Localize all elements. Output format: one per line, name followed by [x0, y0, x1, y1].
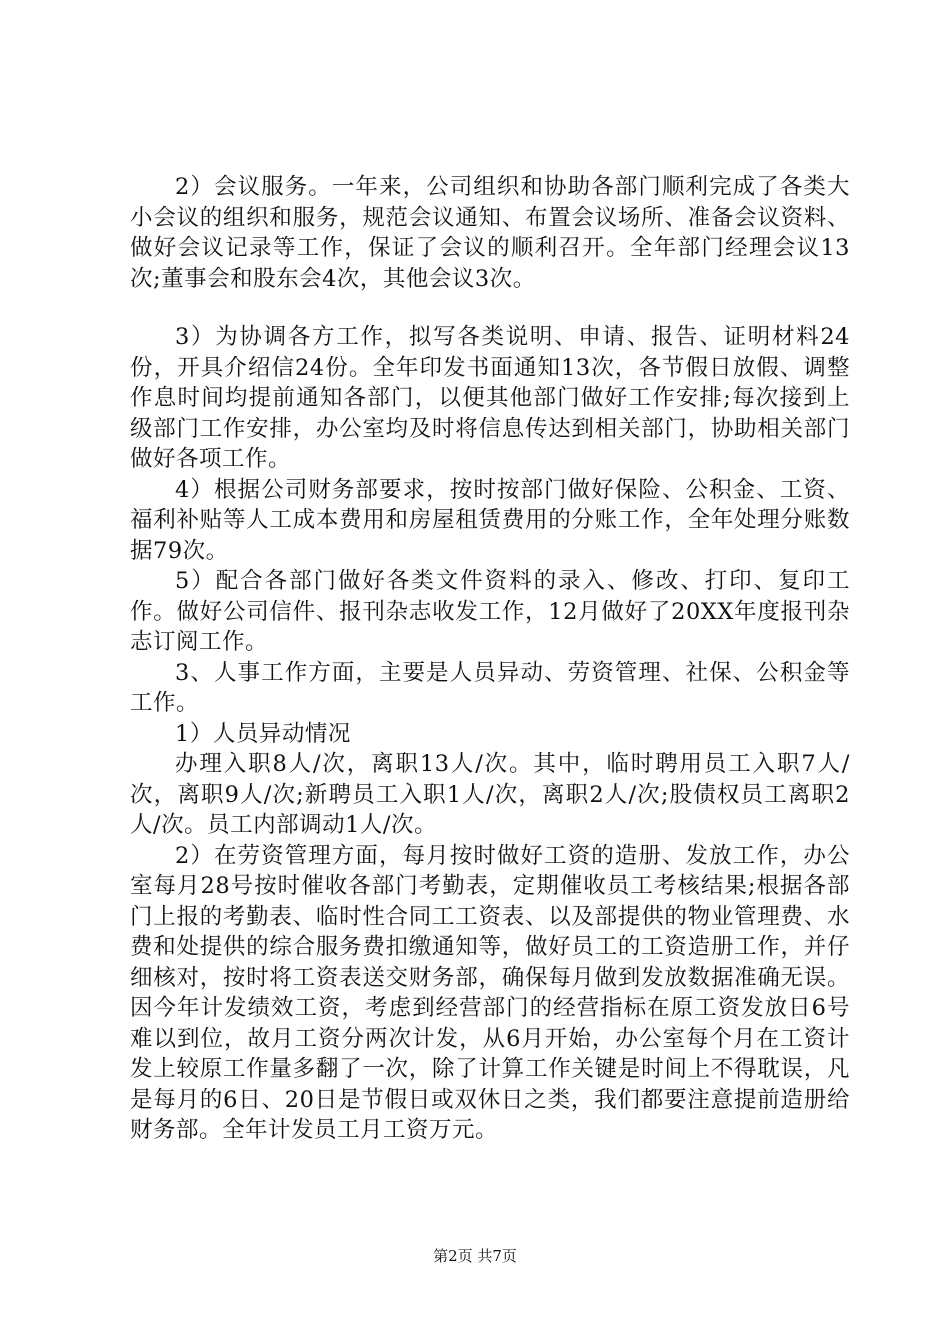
paragraph-coordination: 3）为协调各方工作，拟写各类说明、申请、报告、证明材料24份，开具介绍信24份。全年印发书面通知13次，各节假日放假、调整作息时间均提前通知各部门，以便其他部门做好工作安排;每次接到上级部门工作安排，办公室均及时将信息传达到相关部门，协助相关部门做好各项工作。	[130, 324, 850, 472]
paragraph-personnel-changes-heading: 1）人员异动情况	[175, 720, 351, 747]
paragraph-documents: 5）配合各部门做好各类文件资料的录入、修改、打印、复印工作。做好公司信件、报刊杂志收发工作，12月做好了20XX年度报刊杂志订阅工作。	[130, 568, 850, 655]
paragraph-gap	[130, 294, 850, 322]
paragraph-hr-overview: 3、人事工作方面，主要是人员异动、劳资管理、社保、公积金等工作。	[130, 659, 850, 716]
paragraph-personnel-changes: 办理入职8人/次，离职13人/次。其中，临时聘用员工入职7人/次，离职9人/次;新聘员工入职1人/次，离职2人/次;股债权员工离职2人/次。员工内部调动1人/次。	[130, 751, 850, 838]
paragraph-finance-accounts: 4）根据公司财务部要求，按时按部门做好保险、公积金、工资、福利补贴等人工成本费用和房屋租赁费用的分账工作，全年处理分账数据79次。	[130, 476, 850, 564]
paragraph-payroll-management: 2）在劳资管理方面，每月按时做好工资的造册、发放工作，办公室每月28号按时催收各部门考勤表，定期催收员工考核结果;根据各部门上报的考勤表、临时性合同工工资表、以及部提供的物业管理费、水费和处提供的综合服务费扣缴通知等，做好员工的工资造册工作，并仔细核对，按时将工资表送交财务部，确保每月做到发放数据准确无误。因今年计发绩效工资，考虑到经营部门的经营指标在原工资发放日6号难以到位，故月工资分两次计发，从6月开始，办公室每个月在工资计发上较原工作量多翻了一次，除了计算工作关键是时间上不得耽误，凡是每月的6日、20日是节假日或双休日之类，我们都要注意提前造册给财务部。全年计发员工月工资万元。	[130, 842, 850, 1143]
paragraph-meeting-service: 2）会议服务。一年来，公司组织和协助各部门顺利完成了各类大小会议的组织和服务，规范会议通知、布置会议场所、准备会议资料、做好会议记录等工作，保证了会议的顺利召开。全年部门经理会议13次;董事会和股东会4次，其他会议3次。	[130, 174, 850, 292]
page-footer: 第2页 共7页	[433, 1247, 517, 1265]
document-body	[130, 172, 850, 1146]
